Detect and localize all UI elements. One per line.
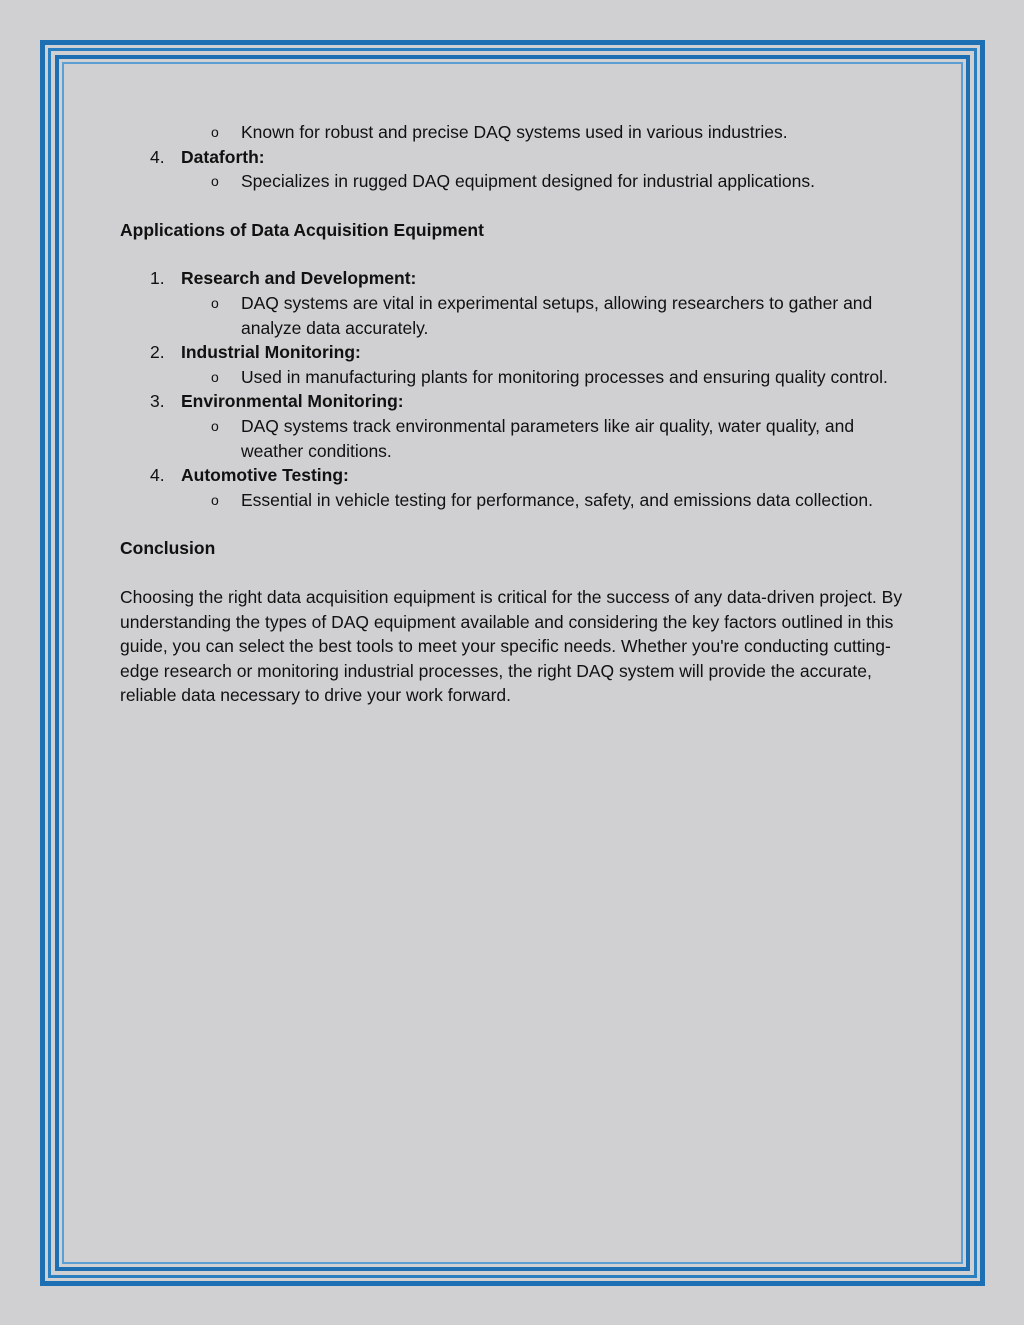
bullet-icon: o [211,491,219,508]
list-number: 2. [150,342,165,363]
list-item-industrial [120,340,910,365]
bullet-text: DAQ systems are vital in experimental setups, allowing researchers to gather and analyze data accurately. [241,292,873,338]
bullet-text: Specializes in rugged DAQ equipment designed for industrial applications. [241,171,815,192]
list-bullet [120,414,910,463]
bullet-text: Known for robust and precise DAQ systems used in various industries. [241,122,788,142]
list-number: 3. [150,391,165,412]
list-bullet [120,169,910,194]
list-number: 4. [150,465,165,486]
list-bullet [120,365,910,390]
list-item-environmental [120,389,910,414]
list-number: 1. [150,268,165,289]
section-heading-applications: Applications of Data Acquisition Equipment [120,219,484,240]
document-body [120,120,910,708]
list-item-label: Research and Development: [181,268,417,289]
list-bullet [120,120,910,145]
list-item-label: Automotive Testing: [181,465,349,486]
list-item-research [120,266,910,291]
conclusion-paragraph: Choosing the right data acquisition equipment is critical for the success of any data-driven project. By understanding the types of DAQ equipment available and considering the key factors outlined in this guide, you can select the best tools to meet your specific needs. Whether you're conducting cutting-edge research or monitoring industrial processes, the right DAQ system will provide the accurate, reliable data necessary to drive your work forward. [120,586,903,706]
bullet-text: DAQ systems track environmental parameters like air quality, water quality, and weather conditions. [241,415,855,461]
list-number: 4. [150,146,165,167]
bullet-icon: o [211,294,219,311]
list-item-label: Dataforth: [181,146,265,167]
bullet-icon: o [211,124,219,140]
list-bullet [120,488,910,513]
list-item-dataforth [120,145,910,170]
bullet-icon: o [211,368,219,385]
list-item-label: Industrial Monitoring: [181,342,361,363]
bullet-icon: o [211,173,219,190]
bullet-text: Essential in vehicle testing for performance, safety, and emissions data collection. [241,489,873,510]
bullet-text: Used in manufacturing plants for monitoring processes and ensuring quality control. [241,366,888,387]
list-bullet [120,291,910,340]
list-item-automotive [120,463,910,488]
bullet-icon: o [211,417,219,434]
section-heading-conclusion: Conclusion [120,538,216,559]
list-item-label: Environmental Monitoring: [181,391,404,412]
